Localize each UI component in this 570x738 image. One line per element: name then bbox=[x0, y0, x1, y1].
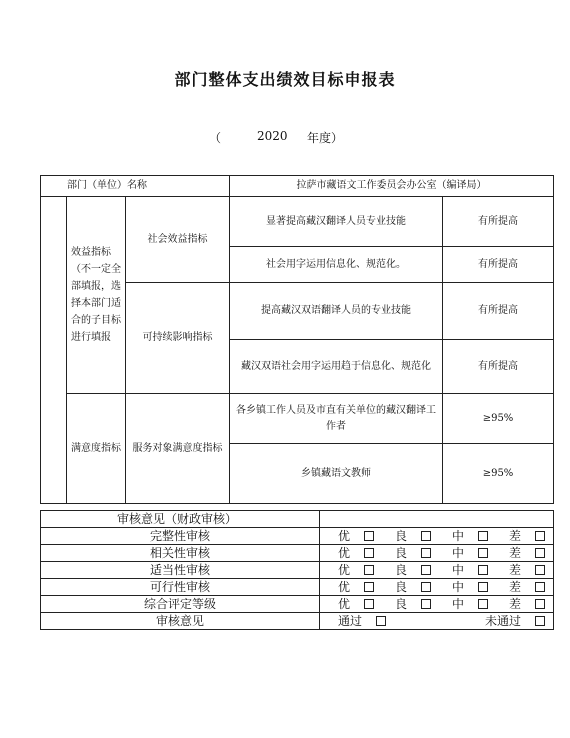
checkbox[interactable] bbox=[478, 565, 488, 575]
checkbox[interactable] bbox=[364, 548, 374, 558]
grade-label: 差 bbox=[508, 579, 521, 594]
grade-label: 良 bbox=[394, 545, 407, 560]
review-row bbox=[41, 596, 554, 613]
indicator-target[interactable]: ≥95% bbox=[443, 444, 554, 504]
checkbox[interactable] bbox=[478, 531, 488, 541]
review-row-label: 完整性审核 bbox=[41, 528, 320, 545]
review-header-blank bbox=[320, 511, 554, 528]
review-row-label: 相关性审核 bbox=[41, 545, 320, 562]
grade-label: 差 bbox=[508, 528, 521, 543]
grade-label: 优 bbox=[338, 596, 351, 611]
review-row-label: 综合评定等级 bbox=[41, 596, 320, 613]
review-row-label: 可行性审核 bbox=[41, 579, 320, 596]
year-line bbox=[0, 129, 570, 147]
review-row bbox=[41, 545, 554, 562]
indicator-target[interactable]: 有所提高 bbox=[443, 283, 554, 340]
fail-checkbox[interactable] bbox=[535, 616, 545, 626]
pass-label: 通过 bbox=[338, 613, 363, 628]
checkbox[interactable] bbox=[421, 531, 431, 541]
year-open-paren: （ bbox=[209, 131, 222, 145]
sustainable-impact-label: 可持续影响指标 bbox=[126, 283, 230, 394]
review-table bbox=[40, 510, 554, 630]
indicator-target[interactable]: 有所提高 bbox=[443, 247, 554, 283]
grade-label: 差 bbox=[508, 545, 521, 560]
year-label: 年度） bbox=[307, 131, 344, 145]
indicator-desc[interactable]: 各乡镇工作人员及市直有关单位的藏汉翻译工作者 bbox=[230, 394, 443, 444]
indicator-desc[interactable]: 提高藏汉双语翻译人员的专业技能 bbox=[230, 283, 443, 340]
review-header: 审核意见（财政审核） bbox=[41, 511, 320, 528]
review-opinion-label: 审核意见 bbox=[41, 613, 320, 630]
social-benefit-label: 社会效益指标 bbox=[126, 197, 230, 283]
indicator-target[interactable]: 有所提高 bbox=[443, 340, 554, 394]
grade-label: 良 bbox=[394, 562, 407, 577]
indicator-desc[interactable]: 藏汉双语社会用字运用趋于信息化、规范化 bbox=[230, 340, 443, 394]
checkbox[interactable] bbox=[535, 599, 545, 609]
review-row bbox=[41, 579, 554, 596]
grade-label: 良 bbox=[394, 596, 407, 611]
checkbox[interactable] bbox=[364, 531, 374, 541]
review-row bbox=[41, 528, 554, 545]
checkbox[interactable] bbox=[535, 548, 545, 558]
review-row-label: 适当性审核 bbox=[41, 562, 320, 579]
indicator-desc[interactable]: 社会用字运用信息化、规范化。 bbox=[230, 247, 443, 283]
checkbox[interactable] bbox=[421, 565, 431, 575]
checkbox[interactable] bbox=[478, 582, 488, 592]
review-row bbox=[41, 562, 554, 579]
grade-label: 中 bbox=[451, 562, 464, 577]
grade-label: 中 bbox=[451, 579, 464, 594]
fail-label: 未通过 bbox=[484, 613, 521, 628]
grade-label: 优 bbox=[338, 545, 351, 560]
pass-checkbox[interactable] bbox=[376, 616, 386, 626]
checkbox[interactable] bbox=[535, 582, 545, 592]
checkbox[interactable] bbox=[364, 565, 374, 575]
grade-label: 优 bbox=[338, 579, 351, 594]
indicator-table bbox=[40, 175, 554, 504]
grade-label: 中 bbox=[451, 596, 464, 611]
indicator-target[interactable]: ≥95% bbox=[443, 394, 554, 444]
indicator-desc[interactable]: 显著提高藏汉翻译人员专业技能 bbox=[230, 197, 443, 247]
indicator-desc[interactable]: 乡镇藏语文教师 bbox=[230, 444, 443, 504]
checkbox[interactable] bbox=[421, 548, 431, 558]
checkbox[interactable] bbox=[535, 565, 545, 575]
checkbox[interactable] bbox=[478, 599, 488, 609]
checkbox[interactable] bbox=[421, 599, 431, 609]
checkbox[interactable] bbox=[364, 582, 374, 592]
level1-efficiency-label: 效益指标（不一定全部填报，选择本部门适合的子目标进行填报 bbox=[67, 197, 126, 394]
grade-label: 中 bbox=[451, 528, 464, 543]
service-satisfaction-label: 服务对象满意度指标 bbox=[126, 394, 230, 504]
grade-label: 良 bbox=[394, 528, 407, 543]
year-value[interactable]: 2020 bbox=[257, 129, 288, 143]
grade-label: 差 bbox=[508, 562, 521, 577]
checkbox[interactable] bbox=[421, 582, 431, 592]
review-opinion-row bbox=[41, 613, 554, 630]
indicator-target[interactable]: 有所提高 bbox=[443, 197, 554, 247]
checkbox[interactable] bbox=[478, 548, 488, 558]
dept-value[interactable]: 拉萨市藏语文工作委员会办公室（编译局） bbox=[230, 176, 554, 197]
level1-satisfaction-label: 满意度指标 bbox=[67, 394, 126, 504]
level0-blank-cell bbox=[41, 197, 67, 504]
dept-label: 部门（单位）名称 bbox=[41, 176, 230, 197]
checkbox[interactable] bbox=[535, 531, 545, 541]
grade-label: 差 bbox=[508, 596, 521, 611]
grade-label: 优 bbox=[338, 562, 351, 577]
grade-label: 中 bbox=[451, 545, 464, 560]
grade-label: 优 bbox=[338, 528, 351, 543]
checkbox[interactable] bbox=[364, 599, 374, 609]
page-title: 部门整体支出绩效目标申报表 bbox=[174, 70, 396, 89]
grade-label: 良 bbox=[394, 579, 407, 594]
